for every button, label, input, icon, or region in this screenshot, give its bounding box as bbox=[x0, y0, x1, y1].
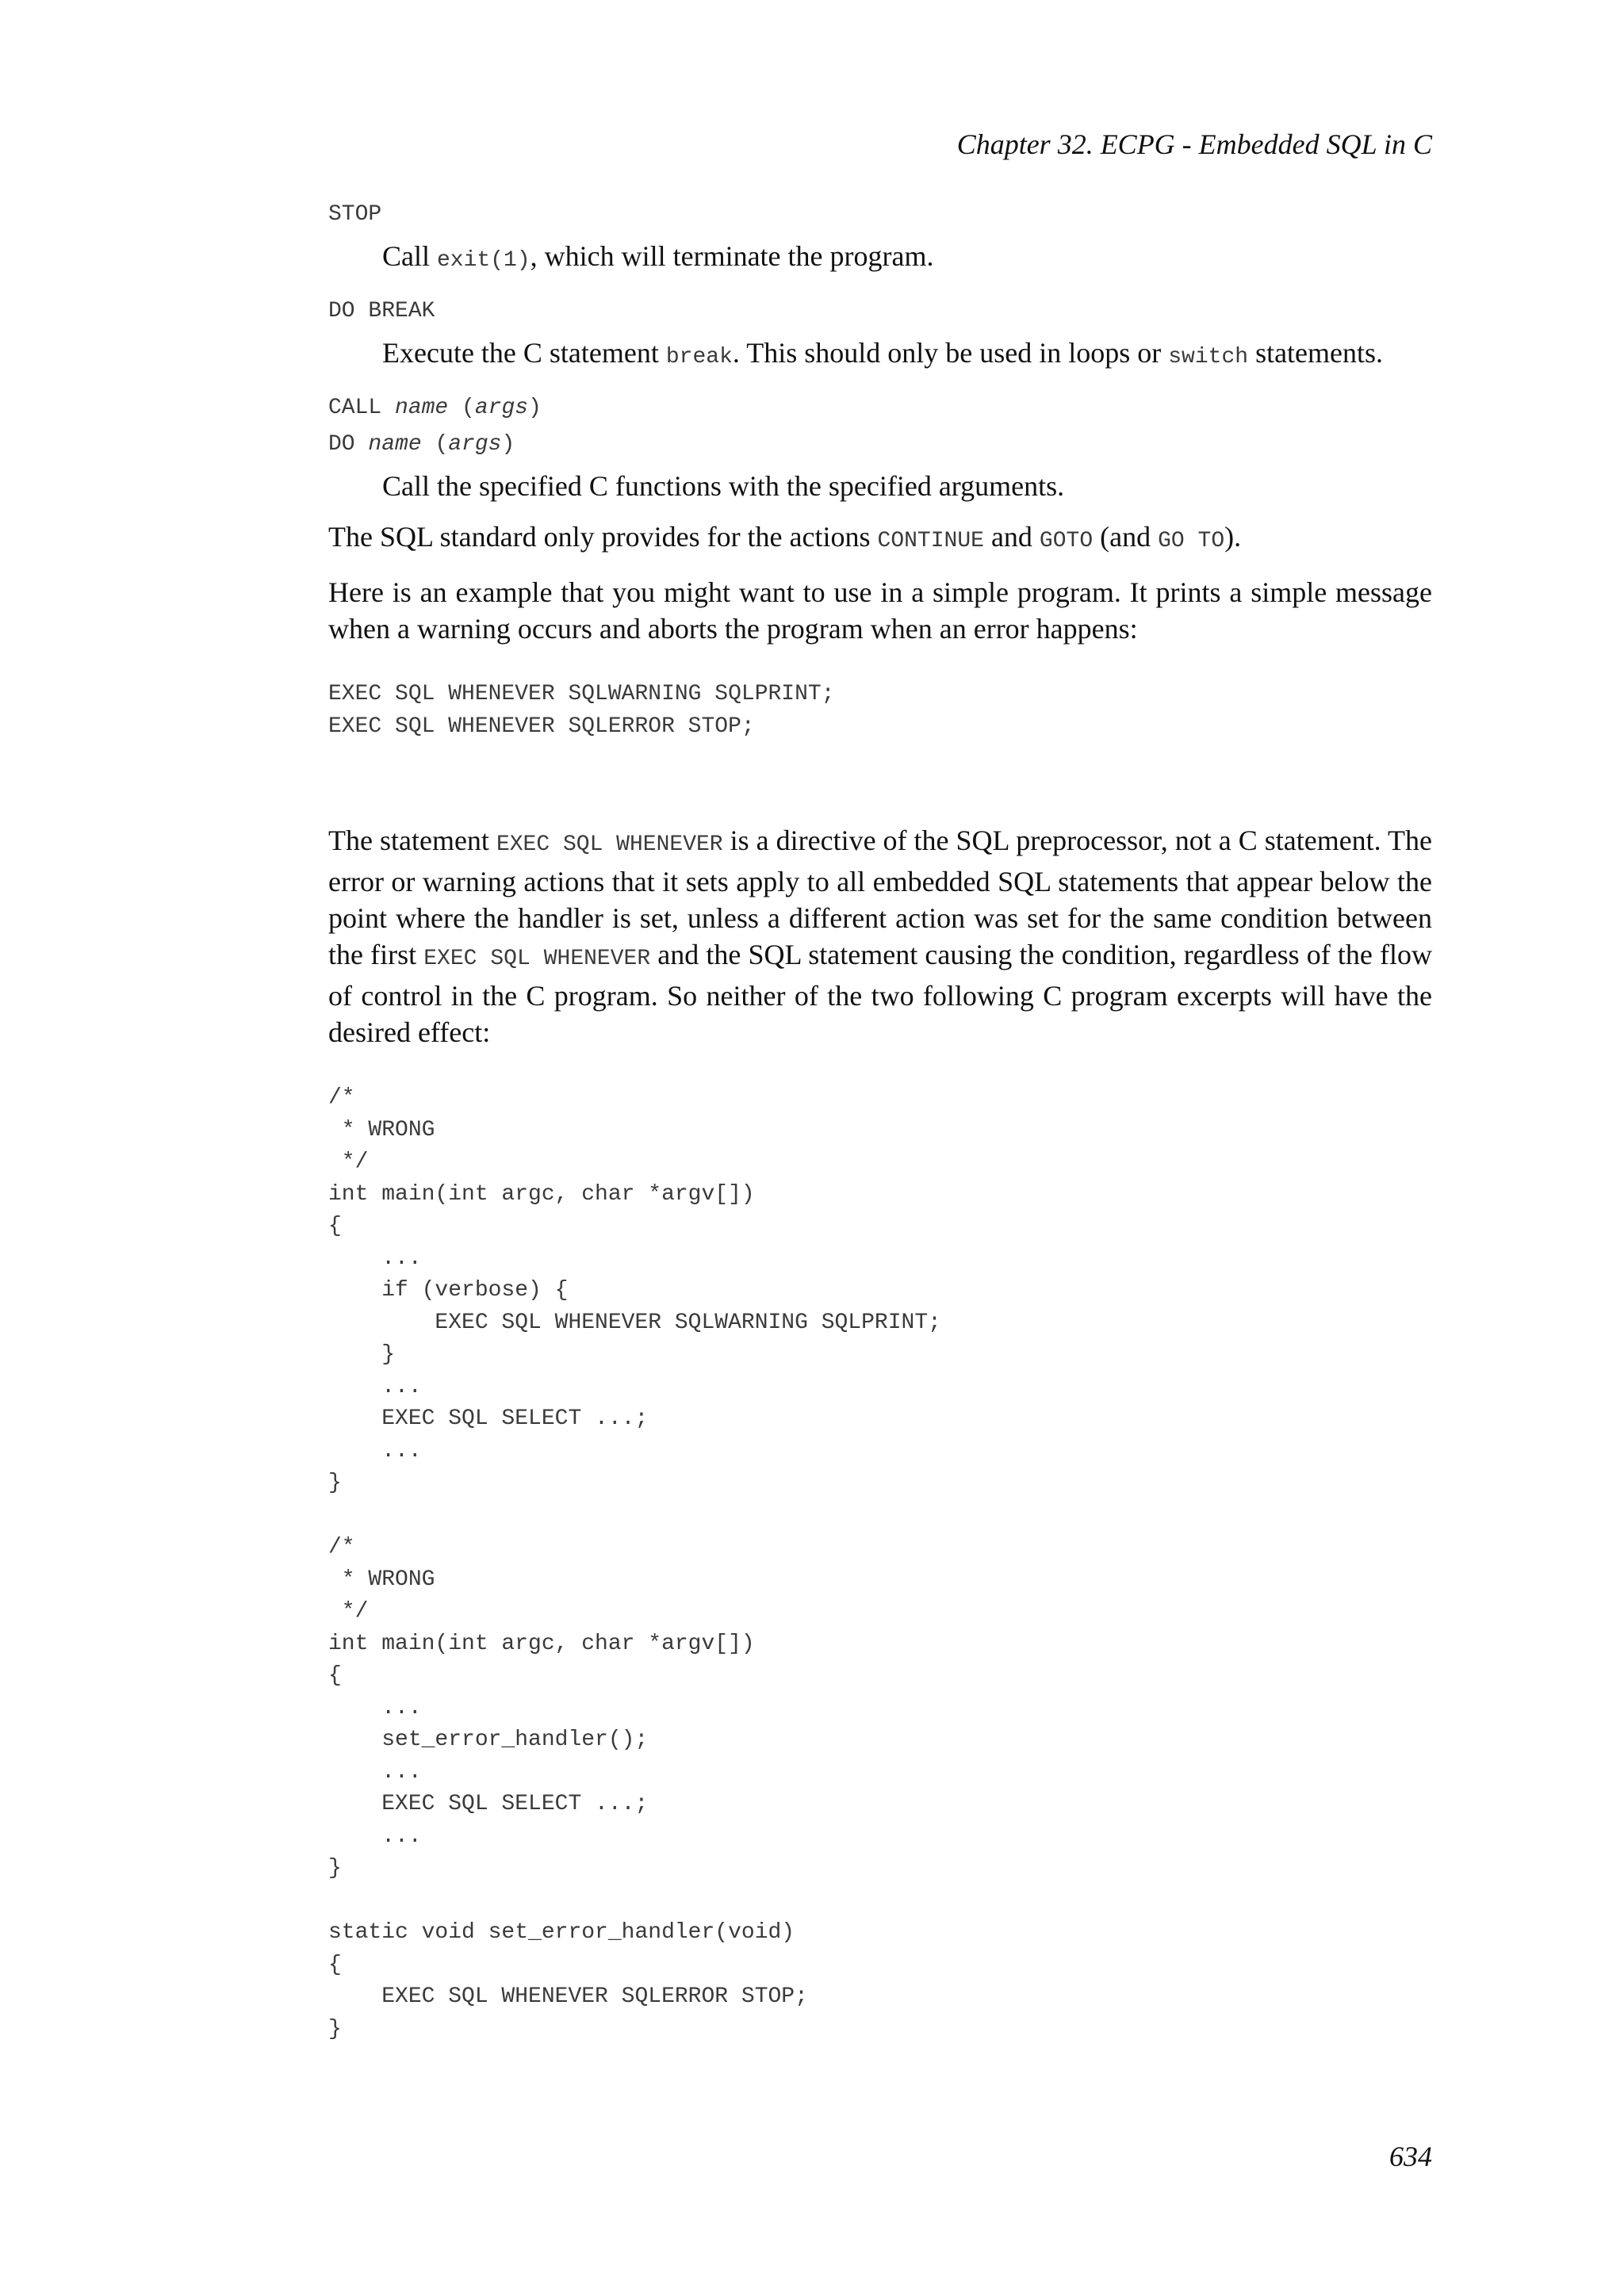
term-punct: ) bbox=[501, 432, 515, 457]
para-text: ). bbox=[1224, 521, 1242, 553]
term-placeholder: name bbox=[395, 396, 449, 420]
term-punct: ( bbox=[448, 396, 475, 420]
page-body bbox=[328, 197, 1432, 2045]
para-text: and bbox=[983, 521, 1040, 553]
desc-text: . This should only be used in loops or bbox=[732, 337, 1169, 369]
inline-code: exit(1) bbox=[437, 248, 530, 273]
action-term-do-break: DO BREAK bbox=[328, 299, 435, 323]
para-text: The SQL standard only provides for the actions bbox=[328, 521, 878, 553]
inline-code: EXEC SQL WHENEVER bbox=[423, 947, 651, 971]
desc-text: , which will terminate the program. bbox=[530, 240, 934, 272]
action-desc-call: Call the specified C functions with the specified arguments. bbox=[382, 470, 1065, 502]
action-term-do bbox=[328, 427, 1432, 463]
para-text: and the SQL statement causing the condition, regardless of the flow of control in the C program. So neither of the two following C program excerpts will have the desired effect: bbox=[328, 939, 1432, 1048]
para-text: is a directive of the SQL preprocessor, not a C statement. The error or warning actions that it sets apply to all embedded SQL statements that appear below the point where the handler is set, unless a different action was set for the same condition between the first bbox=[328, 825, 1432, 970]
para-text: (and bbox=[1093, 521, 1159, 553]
term-placeholder: args bbox=[448, 432, 502, 457]
action-desc-stop bbox=[382, 238, 1432, 279]
term-keyword: CALL bbox=[328, 396, 396, 420]
action-term-call bbox=[328, 390, 1432, 427]
spacer bbox=[328, 1065, 1432, 1082]
action-term-stop: STOP bbox=[328, 202, 382, 227]
spacer bbox=[328, 661, 1432, 679]
action-desc-do-break bbox=[382, 335, 1432, 376]
desc-text: Execute the C statement bbox=[382, 337, 666, 369]
inline-code: break bbox=[665, 345, 733, 369]
paragraph-sql-standard bbox=[328, 519, 1432, 560]
desc-text: Call bbox=[382, 240, 437, 272]
para-text: The statement bbox=[328, 825, 496, 856]
desc-text: statements. bbox=[1248, 337, 1384, 369]
running-header: Chapter 32. ECPG - Embedded SQL in C bbox=[956, 128, 1432, 160]
term-punct: ( bbox=[421, 432, 449, 457]
term-placeholder: name bbox=[368, 432, 422, 457]
code-block-wrong-examples: /* * WRONG */ int main(int argc, char *argv[]) { ... if (verbose) { EXEC SQL WHENEVER SQLWARNING SQLPRINT; } ... EXEC SQL SELECT ...; ... } /* * WRONG */ int main(int argc, char *argv[]) { ... set_error_handler(); ... EXEC SQL SELECT ...; ... } static void set_error_handler(void) { EXEC SQL WHENEVER SQLERROR STOP; } bbox=[328, 1085, 941, 2042]
document-page bbox=[328, 0, 1432, 2296]
page-number: 634 bbox=[1389, 2141, 1432, 2172]
spacer bbox=[328, 743, 1432, 822]
code-block-example: EXEC SQL WHENEVER SQLWARNING SQLPRINT; EXEC SQL WHENEVER SQLERROR STOP; bbox=[328, 682, 835, 739]
inline-code: CONTINUE bbox=[877, 529, 984, 553]
paragraph-example-intro: Here is an example that you might want to use in a simple program. It prints a simple message when a warning occurs and aborts the program when an error happens: bbox=[328, 576, 1432, 645]
paragraph-whenever-directive bbox=[328, 822, 1432, 1050]
inline-code: GOTO bbox=[1039, 529, 1094, 553]
inline-code: GO TO bbox=[1158, 529, 1225, 553]
inline-code: EXEC SQL WHENEVER bbox=[496, 832, 723, 857]
term-placeholder: args bbox=[474, 396, 529, 420]
inline-code: switch bbox=[1168, 345, 1249, 369]
term-keyword: DO bbox=[328, 432, 369, 457]
term-punct: ) bbox=[528, 396, 542, 420]
